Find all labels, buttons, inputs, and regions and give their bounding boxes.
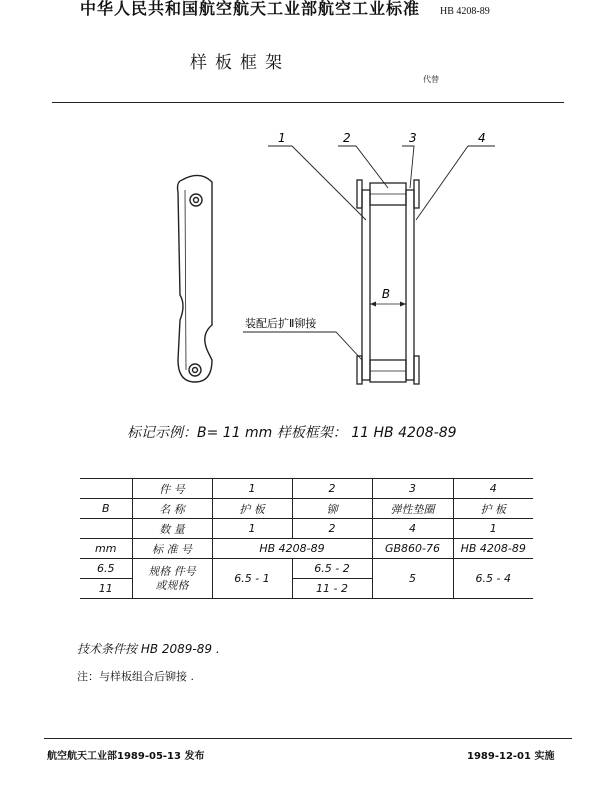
spec-part-2-row-1: 6.5 - 2 (292, 559, 372, 579)
document-title: 样板框架 (190, 53, 290, 73)
std-parts-1-2: HB 4208-89 (212, 539, 372, 559)
callout-4: 4 (478, 131, 486, 145)
b-value-11: 11 (80, 579, 132, 599)
table-cell (80, 479, 132, 499)
label-std: 标 准 号 (132, 539, 212, 559)
part-no-2: 2 (292, 479, 372, 499)
effective-date: 1989-12-01 实施 (467, 751, 555, 762)
qty-4: 1 (453, 519, 533, 539)
label-qty: 数 量 (132, 519, 212, 539)
qty-1: 1 (212, 519, 292, 539)
label-spec-line-2: 或规格 (155, 578, 189, 592)
dimension-b-label: B (381, 287, 391, 301)
label-name: 名 称 (132, 499, 212, 519)
callout-1: 1 (278, 131, 286, 145)
standard-code: HB 4208-89 (440, 6, 490, 17)
unit-mm: mm (80, 539, 132, 559)
table-cell (80, 519, 132, 539)
qty-2: 2 (292, 519, 372, 539)
replaces-label: 代替 (423, 75, 439, 84)
marking-example: 标记示例：B= 11 mm 样板框架： 11 HB 4208-89 (127, 425, 457, 441)
b-value-6-5: 6.5 (80, 559, 132, 579)
name-1: 护 板 (212, 499, 292, 519)
assembly-note: 注：与样板组合后铆接 . (77, 670, 194, 683)
issued-date: 航空航天工业部1989-05-13 发布 (47, 751, 205, 762)
assembly-annotation: 装配后扩Ⅱ铆接 (245, 317, 317, 330)
name-3: 弹性垫圈 (372, 499, 453, 519)
template-frame-drawing (0, 120, 600, 400)
name-4: 护 板 (453, 499, 533, 519)
callout-2: 2 (343, 131, 351, 145)
part-no-1: 1 (212, 479, 292, 499)
side-plate-view (178, 175, 213, 382)
label-part-no: 件 号 (132, 479, 212, 499)
col-b-header: B (80, 499, 132, 519)
callout-3: 3 (409, 131, 417, 145)
footer-rule (44, 738, 572, 739)
spec-part-1: 6.5 - 1 (212, 559, 292, 599)
std-part-4: HB 4208-89 (453, 539, 533, 559)
spec-part-2-row-2: 11 - 2 (292, 579, 372, 599)
technical-conditions-note: 技术条件按 HB 2089-89 . (77, 642, 220, 656)
label-spec (132, 559, 212, 599)
spec-part-3: 5 (372, 559, 453, 599)
std-part-3: GB860-76 (372, 539, 453, 559)
header-rule (52, 102, 564, 103)
part-no-4: 4 (453, 479, 533, 499)
label-spec-line-1: 规格 件号 (148, 564, 196, 578)
part-no-3: 3 (372, 479, 453, 499)
frame-assembly-view (357, 180, 419, 384)
qty-3: 4 (372, 519, 453, 539)
name-2: 铆 (292, 499, 372, 519)
spec-part-4: 6.5 - 4 (453, 559, 533, 599)
parts-table (80, 478, 533, 599)
standard-org-title: 中华人民共和国航空航天工业部航空工业标准 (80, 0, 421, 18)
